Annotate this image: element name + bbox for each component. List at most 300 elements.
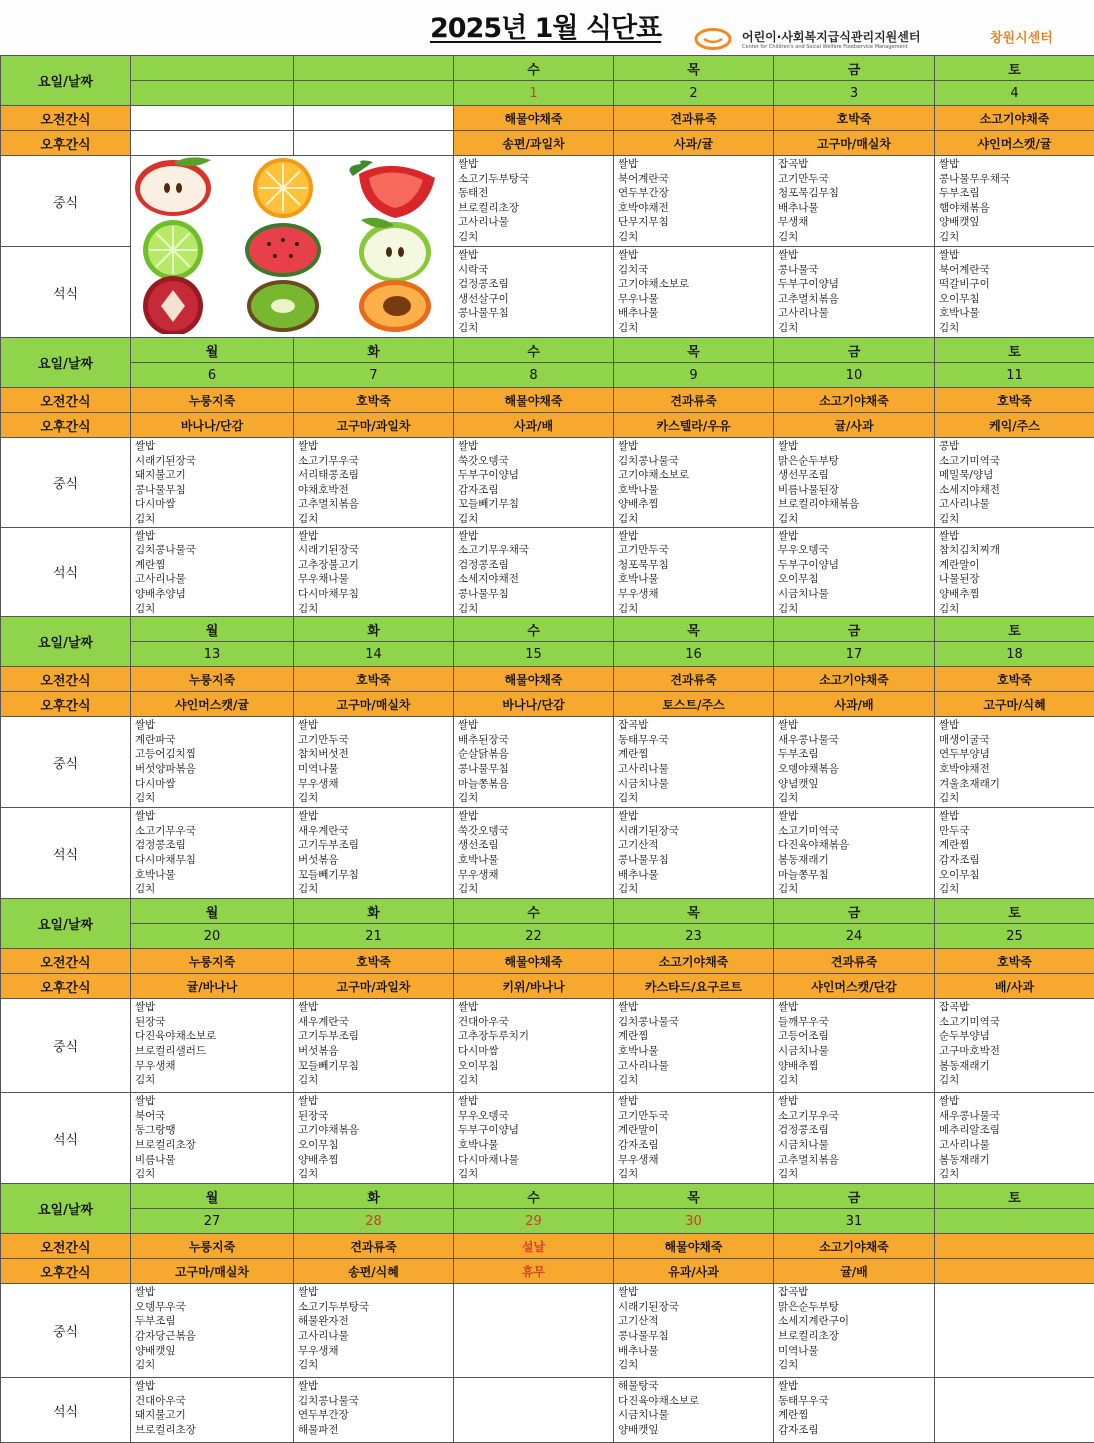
- menu-item: 다시마채나물: [458, 1153, 613, 1168]
- pm-snack-cell: 사과/배: [454, 413, 614, 438]
- am-snack-cell: 호박죽: [774, 106, 935, 131]
- menu-item: 배추나물: [618, 306, 773, 321]
- dinner-menu-cell: [454, 808, 614, 899]
- menu-item: 무우오뎅국: [458, 1109, 613, 1124]
- menu-item: 김치: [618, 1073, 773, 1088]
- dinner-menu-cell: [774, 1093, 935, 1184]
- menu-item: 고등어김치찜: [135, 747, 293, 762]
- menu-item: 호박나물: [135, 868, 293, 883]
- menu-item: 다시마채무침: [298, 587, 453, 602]
- menu-item: 무생채: [778, 215, 934, 230]
- kiwi-half-icon: [247, 280, 319, 332]
- menu-item: 고추멸치볶음: [778, 292, 934, 307]
- day-cell: 화: [294, 617, 454, 642]
- date-cell: [935, 1209, 1094, 1234]
- pm-snack-label: 오후간식: [1, 131, 131, 156]
- date-cell: 3: [774, 81, 935, 106]
- menu-item: 단무지무침: [618, 215, 773, 230]
- menu-item: 건대아우국: [135, 1394, 293, 1409]
- menu-item: 동태무우국: [778, 1394, 934, 1409]
- menu-item: 생선조림: [458, 838, 613, 853]
- dinner-menu-cell: [131, 527, 294, 617]
- menu-item: 맑은순두부탕: [778, 1300, 934, 1315]
- dinner-menu-cell: [614, 247, 774, 338]
- menu-item: 호박나물: [939, 306, 1094, 321]
- date-cell: 9: [614, 363, 774, 388]
- menu-item: 김치: [778, 230, 934, 245]
- menu-item: 콩나물무침: [618, 1329, 773, 1344]
- menu-item: 브로컬리초장: [458, 201, 613, 216]
- page-title: 2025년 1월 식단표: [430, 6, 661, 45]
- menu-item: 배추나물: [778, 201, 934, 216]
- menu-item: 콩나물무침: [458, 306, 613, 321]
- date-cell: 20: [131, 924, 294, 949]
- am-snack-cell: [935, 1234, 1094, 1259]
- menu-item: 고구마호박전: [939, 1044, 1094, 1059]
- lunch-label: 중식: [1, 999, 131, 1093]
- dinner-label: 석식: [1, 1378, 131, 1443]
- menu-item: 두부조림: [778, 747, 934, 762]
- menu-item: 쑥갓오뎅국: [458, 454, 613, 469]
- menu-item: 고기야채볶음: [298, 1123, 453, 1138]
- menu-item: 김치: [298, 1358, 453, 1373]
- menu-item: 순살닭볶음: [458, 747, 613, 762]
- am-snack-cell: 해물야채죽: [614, 1234, 774, 1259]
- menu-item: 순두부양념: [939, 1029, 1094, 1044]
- pm-snack-label: 오후간식: [1, 974, 131, 999]
- menu-item: 양배추찜: [939, 587, 1094, 602]
- am-snack-cell: 누룽지죽: [131, 388, 294, 413]
- menu-item: 쌀밥: [135, 1379, 293, 1394]
- am-snack-cell: 소고기야채죽: [774, 1234, 935, 1259]
- lunch-menu-cell: [294, 999, 454, 1093]
- menu-item: 김치콩나물국: [135, 543, 293, 558]
- menu-item: 쌀밥: [939, 157, 1094, 172]
- apricot-half-icon: [359, 280, 431, 332]
- menu-item: 참치김치찌개: [939, 543, 1094, 558]
- menu-item: 김치: [135, 1167, 293, 1182]
- am-snack-cell: 설날: [454, 1234, 614, 1259]
- menu-item: 호박나물: [458, 1138, 613, 1153]
- am-snack-cell: 호박죽: [294, 388, 454, 413]
- dinner-menu-cell: [294, 1093, 454, 1184]
- day-cell: 토: [935, 899, 1094, 924]
- menu-item: 다진육야채소보로: [135, 1029, 293, 1044]
- am-snack-cell: [294, 106, 454, 131]
- menu-item: 고사리나물: [135, 572, 293, 587]
- menu-item: 배추나물: [618, 1344, 773, 1359]
- menu-item: 김치: [939, 1167, 1094, 1182]
- day-cell: 월: [131, 617, 294, 642]
- am-snack-cell: 견과류죽: [294, 1234, 454, 1259]
- lunch-label: 중식: [1, 717, 131, 808]
- date-cell: 2: [614, 81, 774, 106]
- menu-item: 김치: [298, 882, 453, 897]
- dinner-menu-cell: [614, 1378, 774, 1443]
- menu-item: 고기야채소보로: [618, 277, 773, 292]
- menu-item: 잡곡밥: [778, 1285, 934, 1300]
- am-snack-cell: 누룽지죽: [131, 667, 294, 692]
- day-cell: 목: [614, 1184, 774, 1209]
- dinner-menu-cell: [454, 527, 614, 617]
- lunch-menu-cell: [454, 438, 614, 528]
- menu-item: 고사리나물: [298, 1329, 453, 1344]
- dinner-menu-cell: [935, 527, 1094, 617]
- pm-snack-cell: 키위/바나나: [454, 974, 614, 999]
- date-cell: 14: [294, 642, 454, 667]
- pm-snack-cell: 카스타드/요구르트: [614, 974, 774, 999]
- lunch-menu-cell: [614, 156, 774, 247]
- am-snack-cell: 소고기야채죽: [614, 949, 774, 974]
- menu-item: 콩밥: [939, 439, 1094, 454]
- menu-item: 오이무침: [298, 1138, 453, 1153]
- menu-item: 해물탕국: [618, 1379, 773, 1394]
- menu-item: 김치: [618, 791, 773, 806]
- day-cell: 화: [294, 338, 454, 363]
- lunch-menu-cell: [935, 717, 1094, 808]
- menu-item: 김치: [135, 1358, 293, 1373]
- am-snack-cell: 누룽지죽: [131, 1234, 294, 1259]
- menu-item: 소세지계란구이: [778, 1314, 934, 1329]
- menu-item: 양배캣잎: [939, 215, 1094, 230]
- menu-item: 쌀밥: [618, 248, 773, 263]
- menu-item: 김치: [778, 321, 934, 336]
- menu-item: 계란말이: [618, 1123, 773, 1138]
- date-cell: [131, 81, 294, 106]
- lunch-menu-cell: [454, 999, 614, 1093]
- menu-item: 두부구이양념: [778, 558, 934, 573]
- menu-item: 김치콩나물국: [618, 1015, 773, 1030]
- menu-item: 야채호박전: [298, 483, 453, 498]
- dinner-label: 석식: [1, 247, 131, 338]
- menu-item: 고등어조림: [778, 1029, 934, 1044]
- lunch-menu-cell: [774, 717, 935, 808]
- menu-item: 양배캣잎: [618, 1423, 773, 1438]
- day-cell: 금: [774, 617, 935, 642]
- menu-item: 쌀밥: [618, 1000, 773, 1015]
- menu-item: 미역나물: [778, 1344, 934, 1359]
- menu-item: 된장국: [298, 1109, 453, 1124]
- day-cell: 수: [454, 56, 614, 81]
- lunch-menu-cell: [131, 717, 294, 808]
- menu-item: 오뎅무우국: [135, 1300, 293, 1315]
- lunch-menu-cell: [131, 999, 294, 1093]
- menu-item: 소고기미역국: [939, 454, 1094, 469]
- day-cell: 수: [454, 617, 614, 642]
- menu-item: 김치: [618, 512, 773, 527]
- menu-item: 들깨무우국: [778, 1015, 934, 1030]
- org-logo-icon: [694, 28, 732, 50]
- day-cell: [131, 56, 294, 81]
- dinner-label: 석식: [1, 527, 131, 617]
- menu-item: 김치: [778, 791, 934, 806]
- menu-item: 꼬들빼기무침: [298, 1059, 453, 1074]
- dinner-menu-cell: [614, 808, 774, 899]
- menu-item: 봄동재래기: [778, 853, 934, 868]
- menu-item: 해물파전: [298, 1423, 453, 1438]
- menu-item: 감자조림: [458, 483, 613, 498]
- menu-item: 쌀밥: [618, 1094, 773, 1109]
- menu-item: 잡곡밥: [778, 157, 934, 172]
- menu-item: 쌀밥: [618, 439, 773, 454]
- day-cell: 수: [454, 1184, 614, 1209]
- menu-item: 브로컬리야채볶음: [778, 497, 934, 512]
- dinner-menu-cell: [774, 808, 935, 899]
- lunch-label: 중식: [1, 156, 131, 247]
- menu-item: 검정콩조림: [778, 1123, 934, 1138]
- pm-snack-cell: 사과/귤: [614, 131, 774, 156]
- date-cell: 17: [774, 642, 935, 667]
- menu-item: 김치: [458, 230, 613, 245]
- lunch-label: 중식: [1, 438, 131, 528]
- date-cell: 27: [131, 1209, 294, 1234]
- lunch-menu-cell: [614, 438, 774, 528]
- am-snack-cell: 소고기야채죽: [935, 106, 1094, 131]
- menu-item: 고추장두루치기: [458, 1029, 613, 1044]
- lunch-menu-cell: [935, 1284, 1094, 1378]
- menu-item: 고기산적: [618, 838, 773, 853]
- pm-snack-cell: 사과/배: [774, 692, 935, 717]
- menu-item: 쌀밥: [458, 1000, 613, 1015]
- menu-item: 계란찜: [939, 838, 1094, 853]
- menu-item: 다진육야채볶음: [778, 838, 934, 853]
- menu-item: 소고기미역국: [939, 1015, 1094, 1030]
- menu-item: 쌀밥: [298, 1379, 453, 1394]
- menu-item: 다시마쌈: [458, 1044, 613, 1059]
- lunch-menu-cell: [454, 1284, 614, 1378]
- menu-item: 쌀밥: [618, 809, 773, 824]
- menu-item: 호박야채전: [939, 762, 1094, 777]
- menu-item: 꼬들빼기무침: [298, 868, 453, 883]
- menu-item: 김치: [458, 512, 613, 527]
- date-cell: 4: [935, 81, 1094, 106]
- menu-table: [0, 55, 1094, 1443]
- menu-item: 양배추찜: [778, 1059, 934, 1074]
- menu-item: 고사리나물: [939, 497, 1094, 512]
- menu-item: 매생이굴국: [939, 733, 1094, 748]
- date-cell: 10: [774, 363, 935, 388]
- menu-item: 오이무침: [939, 292, 1094, 307]
- day-cell: 토: [935, 56, 1094, 81]
- menu-item: 배추나물: [618, 868, 773, 883]
- menu-item: 시래기된장국: [618, 824, 773, 839]
- page-header: [0, 0, 1094, 56]
- menu-item: 브로컬리초장: [135, 1138, 293, 1153]
- menu-item: 호박나물: [618, 1044, 773, 1059]
- dinner-label: 석식: [1, 808, 131, 899]
- menu-item: 버섯볶음: [298, 853, 453, 868]
- day-cell: 토: [935, 1184, 1094, 1209]
- am-snack-cell: 소고기야채죽: [774, 667, 935, 692]
- menu-item: 김치: [618, 321, 773, 336]
- menu-item: 생선살구이: [458, 292, 613, 307]
- menu-item: 시금치나물: [618, 777, 773, 792]
- lunch-menu-cell: [614, 1284, 774, 1378]
- fruit-icons: [131, 156, 452, 334]
- menu-item: 쌀밥: [458, 718, 613, 733]
- am-snack-cell: 소고기야채죽: [774, 388, 935, 413]
- lunch-menu-cell: [774, 999, 935, 1093]
- org-name-en: Center for Children's and Social Welfare Foodservice Management: [742, 44, 908, 50]
- date-cell: 21: [294, 924, 454, 949]
- menu-item: 고기야채소보로: [618, 468, 773, 483]
- day-cell: 월: [131, 1184, 294, 1209]
- day-cell: 토: [935, 338, 1094, 363]
- menu-item: 양배추양념: [135, 587, 293, 602]
- lunch-menu-cell: [774, 1284, 935, 1378]
- strawberry-half-icon: [349, 160, 435, 218]
- pm-snack-cell: 송편/과일차: [454, 131, 614, 156]
- dinner-menu-cell: [935, 808, 1094, 899]
- menu-item: 김치: [135, 602, 293, 617]
- dinner-menu-cell: [614, 527, 774, 617]
- day-cell: 목: [614, 338, 774, 363]
- menu-item: 소고기미역국: [778, 824, 934, 839]
- menu-item: 다시마쌈: [135, 497, 293, 512]
- pm-snack-cell: 고구마/매실차: [774, 131, 935, 156]
- am-snack-label: 오전간식: [1, 1234, 131, 1259]
- org-name: 어린이·사회복지급식관리지원센터: [742, 28, 920, 45]
- pm-snack-cell: [935, 1259, 1094, 1284]
- menu-item: 호박나물: [618, 572, 773, 587]
- date-cell: 1: [454, 81, 614, 106]
- menu-item: 김치: [778, 1167, 934, 1182]
- menu-item: 연두부간장: [298, 1408, 453, 1423]
- dinner-menu-cell: [294, 1378, 454, 1443]
- menu-item: 쌀밥: [939, 718, 1094, 733]
- menu-item: 고기두부조림: [298, 838, 453, 853]
- menu-item: 맑은순두부탕: [778, 454, 934, 469]
- day-cell: 월: [131, 899, 294, 924]
- menu-item: 계란찜: [135, 558, 293, 573]
- menu-item: 된장국: [135, 1015, 293, 1030]
- menu-item: 김치: [778, 602, 934, 617]
- dinner-label: 석식: [1, 1093, 131, 1184]
- date-cell: 23: [614, 924, 774, 949]
- lunch-menu-cell: [294, 1284, 454, 1378]
- menu-item: 브로컬리초장: [778, 1329, 934, 1344]
- menu-item: 해물완자전: [298, 1314, 453, 1329]
- menu-item: 시금치나물: [778, 587, 934, 602]
- menu-item: 쌀밥: [298, 1285, 453, 1300]
- day-cell: 수: [454, 899, 614, 924]
- menu-item: 고사리나물: [778, 306, 934, 321]
- am-snack-cell: 누룽지죽: [131, 949, 294, 974]
- menu-item: 콩나물국: [778, 263, 934, 278]
- menu-item: 소고기무우채국: [458, 543, 613, 558]
- menu-item: 쌀밥: [298, 439, 453, 454]
- orange-half-icon: [253, 158, 313, 218]
- menu-item: 쌀밥: [298, 529, 453, 544]
- menu-item: 시금치나물: [778, 1138, 934, 1153]
- menu-item: 건대아우국: [458, 1015, 613, 1030]
- menu-item: 김치: [458, 602, 613, 617]
- date-cell: 8: [454, 363, 614, 388]
- menu-item: 호박나물: [618, 483, 773, 498]
- menu-item: 김치: [458, 882, 613, 897]
- am-snack-cell: 해물야채죽: [454, 949, 614, 974]
- menu-item: 무우생채: [298, 777, 453, 792]
- menu-item: 북어계란국: [618, 172, 773, 187]
- menu-item: 김치: [778, 1073, 934, 1088]
- menu-item: 청포묵무침: [618, 558, 773, 573]
- menu-item: 고기만두국: [298, 733, 453, 748]
- menu-item: 소고기두부탕국: [298, 1300, 453, 1315]
- menu-item: 쌀밥: [778, 529, 934, 544]
- menu-item: 김치: [939, 230, 1094, 245]
- menu-item: 다시마채무침: [135, 853, 293, 868]
- pm-snack-cell: 귤/바나나: [131, 974, 294, 999]
- menu-item: 김치: [298, 1167, 453, 1182]
- dinner-menu-cell: [935, 1378, 1094, 1443]
- menu-item: 비름나물된장: [778, 483, 934, 498]
- pm-snack-cell: 배/사과: [935, 974, 1094, 999]
- menu-item: 오이무침: [939, 868, 1094, 883]
- dinner-menu-cell: [131, 1378, 294, 1443]
- menu-item: 햄야채볶음: [939, 201, 1094, 216]
- menu-item: 쌀밥: [618, 157, 773, 172]
- menu-item: 청포묵김무침: [778, 186, 934, 201]
- menu-item: 쌀밥: [618, 529, 773, 544]
- menu-item: 쌀밥: [778, 718, 934, 733]
- menu-item: 쌀밥: [939, 529, 1094, 544]
- am-snack-cell: [131, 106, 294, 131]
- menu-item: 소세지야채전: [458, 572, 613, 587]
- date-cell: 29: [454, 1209, 614, 1234]
- menu-item: 고기만두국: [618, 543, 773, 558]
- date-cell: [294, 81, 454, 106]
- pm-snack-cell: 고구마/매실차: [294, 692, 454, 717]
- menu-item: 소세지야채전: [939, 483, 1094, 498]
- menu-item: 버섯양파볶음: [135, 762, 293, 777]
- menu-item: 김치: [298, 791, 453, 806]
- lunch-menu-cell: [131, 1284, 294, 1378]
- menu-item: 오뎅야채볶음: [778, 762, 934, 777]
- date-cell: 24: [774, 924, 935, 949]
- menu-item: 겨울초재래기: [939, 777, 1094, 792]
- menu-item: 고기두부조림: [298, 1029, 453, 1044]
- menu-item: 쌀밥: [778, 1379, 934, 1394]
- lunch-menu-cell: [454, 156, 614, 247]
- am-snack-cell: 호박죽: [935, 949, 1094, 974]
- date-cell: 22: [454, 924, 614, 949]
- watermelon-half-icon: [245, 223, 321, 277]
- menu-item: 북어계란국: [939, 263, 1094, 278]
- menu-item: 계란찜: [618, 1029, 773, 1044]
- menu-item: 봄동재래기: [939, 1153, 1094, 1168]
- am-snack-cell: 해물야채죽: [454, 667, 614, 692]
- green-apple-half-icon: [359, 218, 431, 282]
- menu-item: 양배캣잎: [135, 1344, 293, 1359]
- menu-item: 김치: [618, 1167, 773, 1182]
- menu-item: 호박야채전: [618, 201, 773, 216]
- am-snack-cell: 호박죽: [294, 949, 454, 974]
- menu-item: 오이무침: [778, 572, 934, 587]
- pm-snack-cell: 귤/배: [774, 1259, 935, 1284]
- day-cell: 목: [614, 617, 774, 642]
- menu-item: 쌀밥: [939, 248, 1094, 263]
- menu-item: 새우계란국: [298, 824, 453, 839]
- day-cell: 토: [935, 617, 1094, 642]
- menu-item: 감자당근볶음: [135, 1329, 293, 1344]
- menu-item: 콩나물무침: [618, 853, 773, 868]
- menu-item: 김치: [618, 602, 773, 617]
- pm-snack-label: 오후간식: [1, 413, 131, 438]
- dinner-menu-cell: [294, 527, 454, 617]
- menu-item: 쌀밥: [458, 809, 613, 824]
- lunch-menu-cell: [935, 438, 1094, 528]
- menu-item: 계란찜: [778, 1408, 934, 1423]
